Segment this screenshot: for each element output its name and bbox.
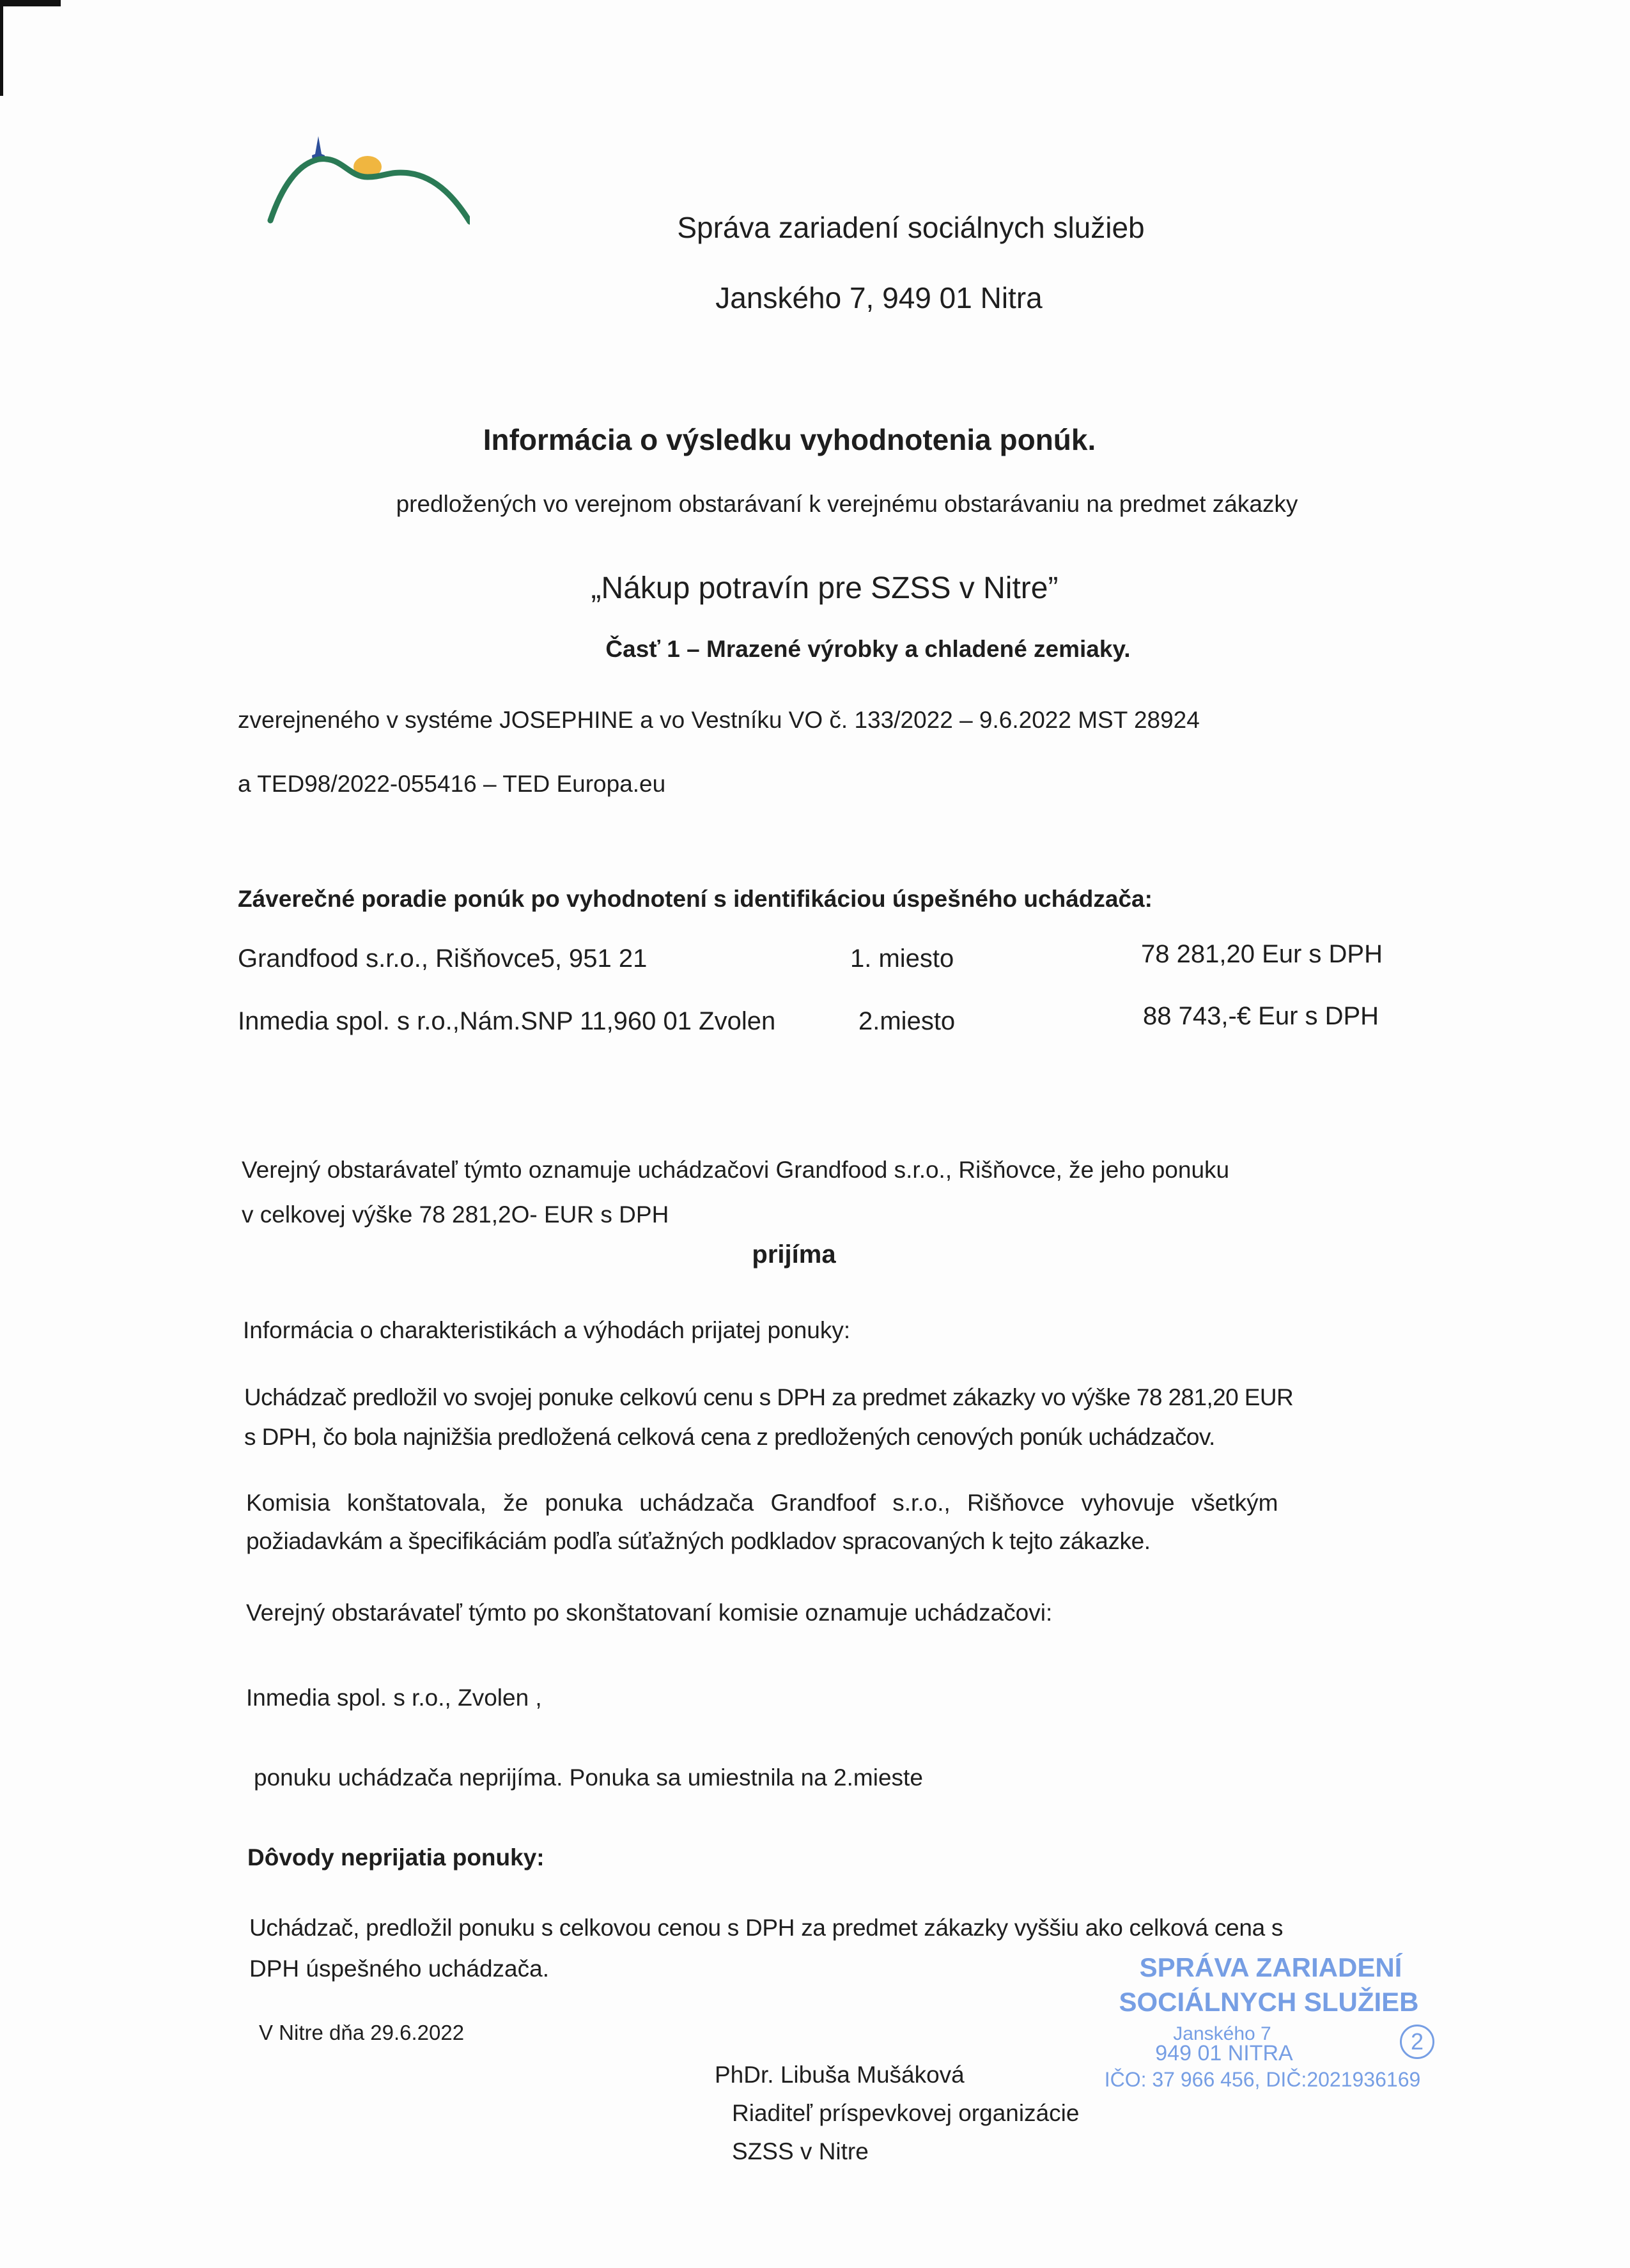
stamp-line-5: IČO: 37 966 456, DIČ:2021936169 bbox=[1104, 2068, 1421, 2091]
contract-subject: „Nákup potravín pre SZSS v Nitre” bbox=[591, 571, 1059, 605]
signatory-title: Riaditeľ príspevkovej organizácie bbox=[732, 2100, 1080, 2126]
signatory-name: PhDr. Libuša Mušáková bbox=[715, 2062, 965, 2088]
ranking-price: 88 743,-€ Eur s DPH bbox=[1143, 1002, 1379, 1030]
rejection-reasons-heading: Dôvody neprijatia ponuky: bbox=[247, 1844, 545, 1871]
scan-edge-top bbox=[0, 0, 61, 6]
ranking-place: 1. miesto bbox=[850, 945, 954, 973]
stamp-line-2: SOCIÁLNYCH SLUŽIEB bbox=[1119, 1987, 1419, 2017]
document-subtitle: predložených vo verejnom obstarávaní k verejnému obstarávaniu na predmet zákazky bbox=[396, 491, 1298, 517]
publication-line-2: a TED98/2022-055416 – TED Europa.eu bbox=[238, 771, 666, 797]
rejection-reasons-line-1: Uchádzač, predložil ponuku s celkovou cenou s DPH za predmet zákazky vyššiu ako celková cena s bbox=[249, 1915, 1284, 1941]
stamp-line-3: Janského 7 bbox=[1173, 2023, 1271, 2044]
stamp-line-1: SPRÁVA ZARIADENÍ bbox=[1139, 1952, 1402, 1982]
signatory-organization: SZSS v Nitre bbox=[732, 2138, 869, 2164]
rejection-statement: ponuku uchádzača neprijíma. Ponuka sa umiestnila na 2.mieste bbox=[254, 1764, 923, 1791]
place-and-date: V Nitre dňa 29.6.2022 bbox=[259, 2021, 465, 2044]
acceptance-line-2: v celkovej výške 78 281,2O- EUR s DPH bbox=[242, 1201, 669, 1228]
ranking-place: 2.miesto bbox=[858, 1007, 956, 1035]
stamp-line-4: 949 01 NITRA bbox=[1155, 2041, 1293, 2065]
organization-logo-icon bbox=[252, 131, 470, 233]
characteristics-para-2-line-2: požiadavkám a špecifikáciám podľa súťažných podkladov spracovaných k tejto zákazke. bbox=[246, 1528, 1151, 1554]
scan-edge-left bbox=[0, 0, 3, 96]
characteristics-heading: Informácia o charakteristikách a výhodách prijatej ponuky: bbox=[243, 1317, 851, 1343]
ranking-price: 78 281,20 Eur s DPH bbox=[1141, 940, 1383, 968]
ranking-bidder: Inmedia spol. s r.o.,Nám.SNP 11,960 01 Zvolen bbox=[238, 1007, 776, 1035]
characteristics-para-1-line-2: s DPH, čo bola najnižšia predložená celková cena z predložených cenových ponúk uchádzačov. bbox=[244, 1424, 1215, 1450]
contract-part: Časť 1 – Mrazené výrobky a chladené zemiaky. bbox=[605, 636, 1131, 662]
rejected-bidder: Inmedia spol. s r.o., Zvolen , bbox=[246, 1685, 542, 1711]
acceptance-decision: prijíma bbox=[752, 1240, 836, 1269]
characteristics-para-1-line-1: Uchádzač predložil vo svojej ponuke celkovú cenu s DPH za predmet zákazky vo výške 78 281,20 EUR bbox=[244, 1384, 1294, 1410]
organization-address: Janského 7, 949 01 Nitra bbox=[715, 281, 1043, 314]
organization-name: Správa zariadení sociálnych služieb bbox=[677, 211, 1145, 244]
characteristics-para-2-line-1: Komisia konštatovala, že ponuka uchádzača Grandfoof s.r.o., Rišňovce vyhovuje všetkým bbox=[246, 1490, 1278, 1516]
acceptance-line-1: Verejný obstarávateľ týmto oznamuje uchádzačovi Grandfood s.r.o., Rišňovce, že jeho ponuku bbox=[242, 1157, 1230, 1183]
ranking-bidder: Grandfood s.r.o., Rišňovce5, 951 21 bbox=[238, 945, 648, 973]
document-title: Informácia o výsledku vyhodnotenia ponúk. bbox=[483, 423, 1096, 456]
rejection-intro: Verejný obstarávateľ týmto po skonštatovaní komisie oznamuje uchádzačovi: bbox=[246, 1600, 1053, 1626]
rejection-reasons-line-2: DPH úspešného uchádzača. bbox=[249, 1956, 549, 1982]
publication-line-1: zverejneného v systéme JOSEPHINE a vo Vestníku VO č. 133/2022 – 9.6.2022 MST 28924 bbox=[238, 707, 1200, 733]
stamp-number: 2 bbox=[1400, 2025, 1434, 2059]
ranking-heading: Záverečné poradie ponúk po vyhodnotení s identifikáciou úspešného uchádzača: bbox=[238, 886, 1153, 912]
